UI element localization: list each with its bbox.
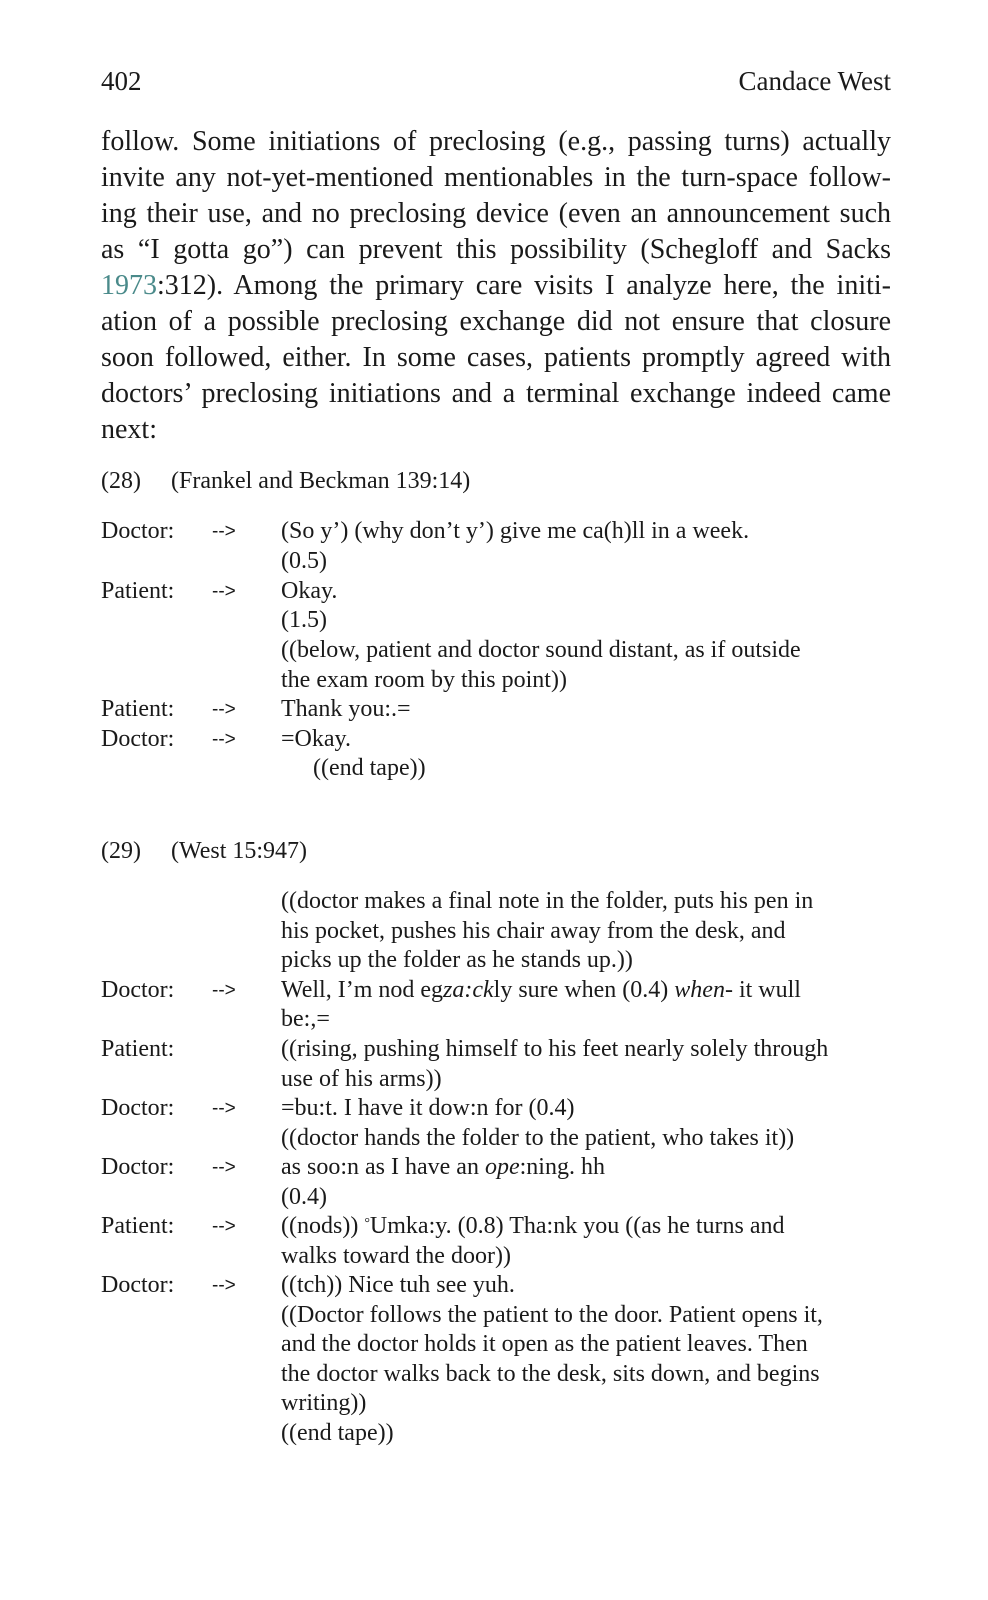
transcriber-comment: picks up the folder as he stands up.)) xyxy=(281,947,633,973)
transcript-line xyxy=(101,1243,891,1273)
transcriber-comment: his pocket, pushes his chair away from the desk, and xyxy=(281,918,786,944)
transcript-line xyxy=(101,888,891,918)
transcript-line xyxy=(101,578,891,608)
transcriber-comment: the exam room by this point)) xyxy=(281,667,567,693)
transcript-line xyxy=(101,1036,891,1066)
transcriber-comment: the doctor walks back to the desk, sits down, and begins xyxy=(281,1361,820,1387)
transcript-line xyxy=(101,1272,891,1302)
transcriber-comment: ((rising, pushing himself to his feet nearly solely through xyxy=(281,1036,829,1062)
transcriber-comment: ((doctor hands the folder to the patient, who takes it)) xyxy=(281,1125,795,1151)
utterance: Okay. xyxy=(281,578,338,604)
running-head-author: Candace West xyxy=(738,66,891,96)
running-head xyxy=(101,66,891,100)
transcript-line xyxy=(101,696,891,726)
speaker-label: Doctor: xyxy=(101,518,175,544)
speaker-label: Doctor: xyxy=(101,1154,175,1180)
transcriber-comment: ((below, patient and doctor sound distant, as if outside xyxy=(281,637,801,663)
utterance xyxy=(281,1154,605,1181)
paragraph-line: doctors’ preclosing initiations and a terminal exchange indeed came xyxy=(101,378,891,409)
pause-timing: (0.4) xyxy=(281,1184,327,1210)
paragraph-line-with-citation xyxy=(101,268,891,304)
transcript-line xyxy=(101,1331,891,1361)
speaker-label: Doctor: xyxy=(101,1095,175,1121)
utterance xyxy=(281,1213,785,1240)
transcript-line xyxy=(101,947,891,977)
example-number: (29) xyxy=(101,838,141,864)
speaker-label: Doctor: xyxy=(101,977,175,1003)
transcript-line xyxy=(101,1390,891,1420)
arrow-marker: --> xyxy=(212,980,236,1001)
transcript-line xyxy=(101,518,891,548)
arrow-marker: --> xyxy=(212,1157,236,1178)
transcriber-comment: ((Doctor follows the patient to the door. Patient opens it, xyxy=(281,1302,823,1328)
transcript-line xyxy=(101,667,891,697)
transcript-line xyxy=(101,637,891,667)
arrow-marker: --> xyxy=(212,581,236,602)
transcript-line xyxy=(101,1095,891,1125)
pause-timing: (1.5) xyxy=(281,607,327,633)
transcript-line xyxy=(101,607,891,637)
degree-mark: ° xyxy=(364,1216,370,1231)
transcript-line xyxy=(101,755,891,785)
speaker-label: Patient: xyxy=(101,1036,175,1062)
paragraph-line-rest: :312). Among the primary care visits I analyze here, the initi- xyxy=(157,270,891,301)
utterance-part: Umka:y. (0.8) Tha:nk you ((as he turns and xyxy=(369,1213,785,1239)
page-number: 402 xyxy=(101,66,142,96)
utterance: be:,= xyxy=(281,1006,330,1032)
transcript-line xyxy=(101,1420,891,1450)
utterance: ((tch)) Nice tuh see yuh. xyxy=(281,1272,515,1298)
transcript-line xyxy=(101,977,891,1007)
arrow-marker: --> xyxy=(212,1098,236,1119)
paragraph-line: ation of a possible preclosing exchange did not ensure that closure xyxy=(101,306,891,337)
body-paragraph xyxy=(101,124,891,448)
transcript-line xyxy=(101,918,891,948)
paragraph-line: ing their use, and no preclosing device (even an announcement such xyxy=(101,198,891,229)
stressed-part: ope xyxy=(484,1154,520,1180)
paragraph-line: as “I gotta go”) can prevent this possibility (Schegloff and Sacks xyxy=(101,234,891,265)
transcript-line xyxy=(101,1213,891,1243)
utterance: =bu:t. I have it dow:n for (0.4) xyxy=(281,1095,575,1121)
transcriber-comment: use of his arms)) xyxy=(281,1066,442,1092)
paragraph-line: follow. Some initiations of preclosing (e.g., passing turns) actually xyxy=(101,126,891,157)
transcript-line xyxy=(101,1184,891,1214)
transcript-line xyxy=(101,1006,891,1036)
transcript-line xyxy=(101,1302,891,1332)
arrow-marker: --> xyxy=(212,729,236,750)
arrow-marker: --> xyxy=(212,521,236,542)
transcriber-comment: ((end tape)) xyxy=(313,755,426,781)
citation-link[interactable]: 1973 xyxy=(101,270,157,301)
pause-timing: (0.5) xyxy=(281,548,327,574)
transcript-line xyxy=(101,1361,891,1391)
transcriber-comment: writing)) xyxy=(281,1390,367,1416)
utterance-part: it wull xyxy=(732,977,801,1003)
transcriber-comment: ((end tape)) xyxy=(281,1420,394,1446)
speaker-label: Patient: xyxy=(101,578,175,604)
utterance-part: ly sure when (0.4) xyxy=(493,977,675,1003)
transcript-line xyxy=(101,1154,891,1184)
speaker-label: Doctor: xyxy=(101,1272,175,1298)
utterance-part: as soo:n as I have an xyxy=(281,1154,485,1180)
utterance-part: Well, I’m nod eg xyxy=(281,977,444,1003)
arrow-marker: --> xyxy=(212,1275,236,1296)
utterance xyxy=(281,977,801,1004)
paragraph-line: soon followed, either. In some cases, patients promptly agreed with xyxy=(101,342,891,373)
speaker-label: Patient: xyxy=(101,1213,175,1239)
stressed-part: za:ck xyxy=(443,977,494,1003)
transcript-line xyxy=(101,1066,891,1096)
stressed-part: when- xyxy=(674,977,733,1003)
utterance: Thank you:.= xyxy=(281,696,411,722)
example-source: (West 15:947) xyxy=(171,838,308,864)
example-number: (28) xyxy=(101,468,141,494)
paragraph-line: next: xyxy=(101,414,157,445)
transcriber-comment: ((doctor makes a final note in the folder, puts his pen in xyxy=(281,888,814,914)
arrow-marker: --> xyxy=(212,1216,236,1237)
transcriber-comment: and the doctor holds it open as the patient leaves. Then xyxy=(281,1331,808,1357)
transcript-line xyxy=(101,1125,891,1155)
speaker-label: Doctor: xyxy=(101,726,175,752)
utterance: (So y’) (why don’t y’) give me ca(h)ll in a week. xyxy=(281,518,750,544)
utterance-part: ((nods)) xyxy=(281,1213,365,1239)
arrow-marker: --> xyxy=(212,699,236,720)
transcript-line xyxy=(101,548,891,578)
example-source: (Frankel and Beckman 139:14) xyxy=(171,468,471,494)
transcript-line xyxy=(101,726,891,756)
paragraph-line: invite any not-yet-mentioned mentionables in the turn-space follow- xyxy=(101,162,891,193)
speaker-label: Patient: xyxy=(101,696,175,722)
transcriber-comment: walks toward the door)) xyxy=(281,1243,511,1269)
utterance: =Okay. xyxy=(281,726,351,752)
utterance-part: :ning. hh xyxy=(519,1154,605,1180)
